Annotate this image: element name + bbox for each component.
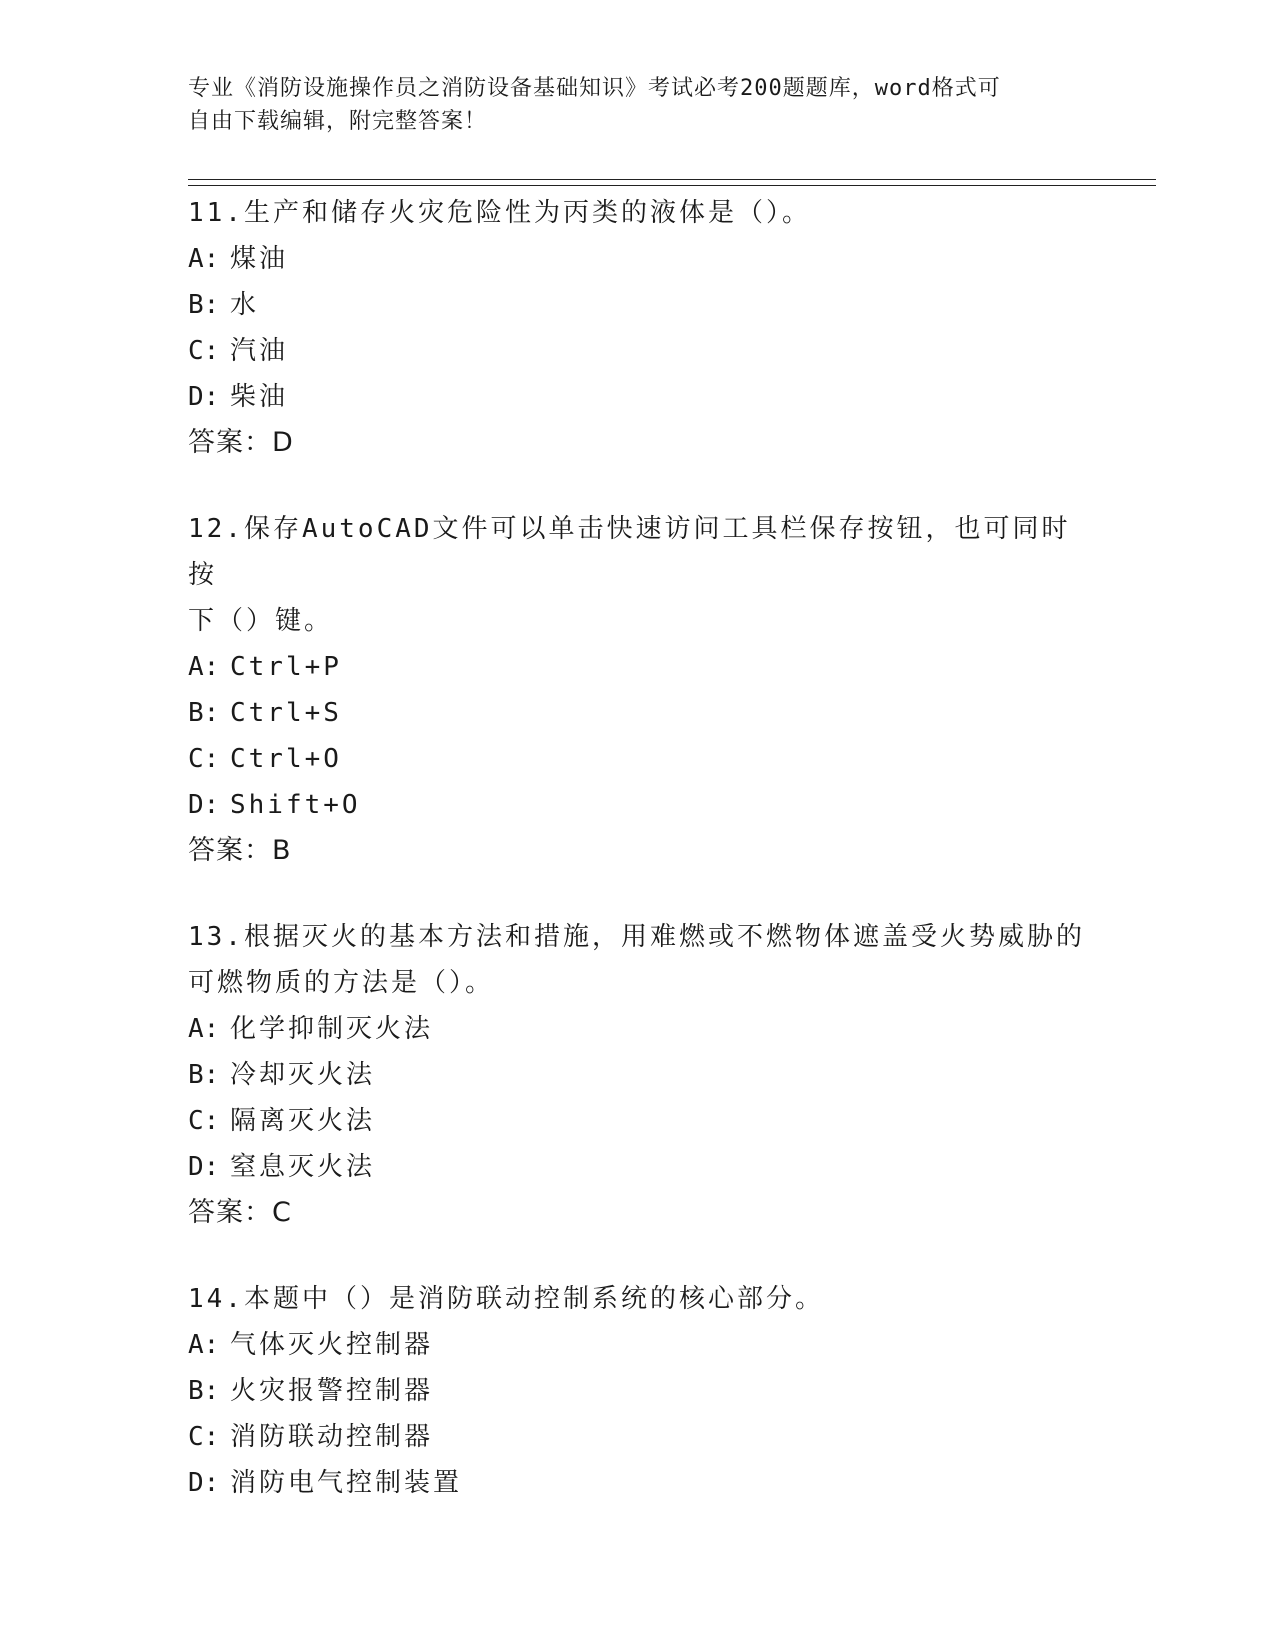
option-text: 汽油 (230, 336, 289, 366)
option-letter: B: (188, 1376, 220, 1406)
option-letter: B: (188, 1060, 220, 1090)
option-letter: A: (188, 652, 220, 682)
option-d (188, 782, 1088, 828)
option-text: 隔离灭火法 (230, 1106, 376, 1136)
header-line-1: 专业《消防设施操作员之消防设备基础知识》考试必考200题题库，word格式可 (188, 76, 1001, 101)
option-text: 冷却灭火法 (230, 1060, 376, 1090)
option-c (188, 328, 1088, 374)
option-text: 柴油 (230, 382, 289, 412)
question-12 (188, 506, 1088, 874)
option-a (188, 644, 1088, 690)
header-divider-bottom (188, 185, 1156, 186)
header-divider-top (188, 179, 1156, 180)
option-text: 化学抑制灭火法 (230, 1014, 434, 1044)
option-d (188, 1144, 1088, 1190)
question-text-line: 可燃物质的方法是（）。 (188, 968, 495, 998)
option-b (188, 282, 1088, 328)
option-letter: C: (188, 744, 220, 774)
option-text: Ctrl+P (230, 652, 342, 682)
option-text: 消防电气控制装置 (230, 1468, 463, 1498)
question-11 (188, 190, 1088, 466)
option-letter: A: (188, 1014, 220, 1044)
header-line-2: 自由下载编辑，附完整答案！ (188, 109, 488, 134)
question-text-line: 11.生产和储存火灾危险性为丙类的液体是（）。 (188, 198, 811, 228)
option-letter: C: (188, 1106, 220, 1136)
option-c (188, 736, 1088, 782)
option-b (188, 1368, 1088, 1414)
option-text: 火灾报警控制器 (230, 1376, 434, 1406)
option-a (188, 236, 1088, 282)
option-text: Ctrl+S (230, 698, 342, 728)
option-text: 窒息灭火法 (230, 1152, 376, 1182)
question-list (188, 190, 1088, 1546)
option-d (188, 374, 1088, 420)
option-letter: C: (188, 1422, 220, 1452)
document-header (188, 72, 1078, 138)
answer-line: 答案：C (188, 1197, 292, 1228)
option-letter: D: (188, 790, 220, 820)
option-text: 消防联动控制器 (230, 1422, 434, 1452)
option-text: Ctrl+O (230, 744, 342, 774)
question-13 (188, 914, 1088, 1236)
option-b (188, 690, 1088, 736)
option-letter: A: (188, 244, 220, 274)
option-a (188, 1006, 1088, 1052)
option-letter: A: (188, 1330, 220, 1360)
option-letter: D: (188, 1468, 220, 1498)
option-d (188, 1460, 1088, 1506)
option-letter: C: (188, 336, 220, 366)
question-text-line: 12.保存AutoCAD文件可以单击快速访问工具栏保存按钮，也可同时按 (188, 514, 1071, 590)
option-b (188, 1052, 1088, 1098)
option-text: Shift+O (230, 790, 361, 820)
option-text: 水 (230, 290, 260, 320)
option-text: 气体灭火控制器 (230, 1330, 434, 1360)
question-text-line: 下（）键。 (188, 606, 334, 636)
question-text-line: 14.本题中（）是消防联动控制系统的核心部分。 (188, 1284, 824, 1314)
question-14 (188, 1276, 1088, 1506)
question-text-line: 13.根据灭火的基本方法和措施，用难燃或不燃物体遮盖受火势威胁的 (188, 922, 1085, 952)
answer-line: 答案：D (188, 427, 294, 458)
option-letter: B: (188, 698, 220, 728)
option-letter: D: (188, 1152, 220, 1182)
option-a (188, 1322, 1088, 1368)
answer-line: 答案：B (188, 835, 292, 866)
option-c (188, 1414, 1088, 1460)
option-letter: B: (188, 290, 220, 320)
option-letter: D: (188, 382, 220, 412)
option-c (188, 1098, 1088, 1144)
option-text: 煤油 (230, 244, 289, 274)
